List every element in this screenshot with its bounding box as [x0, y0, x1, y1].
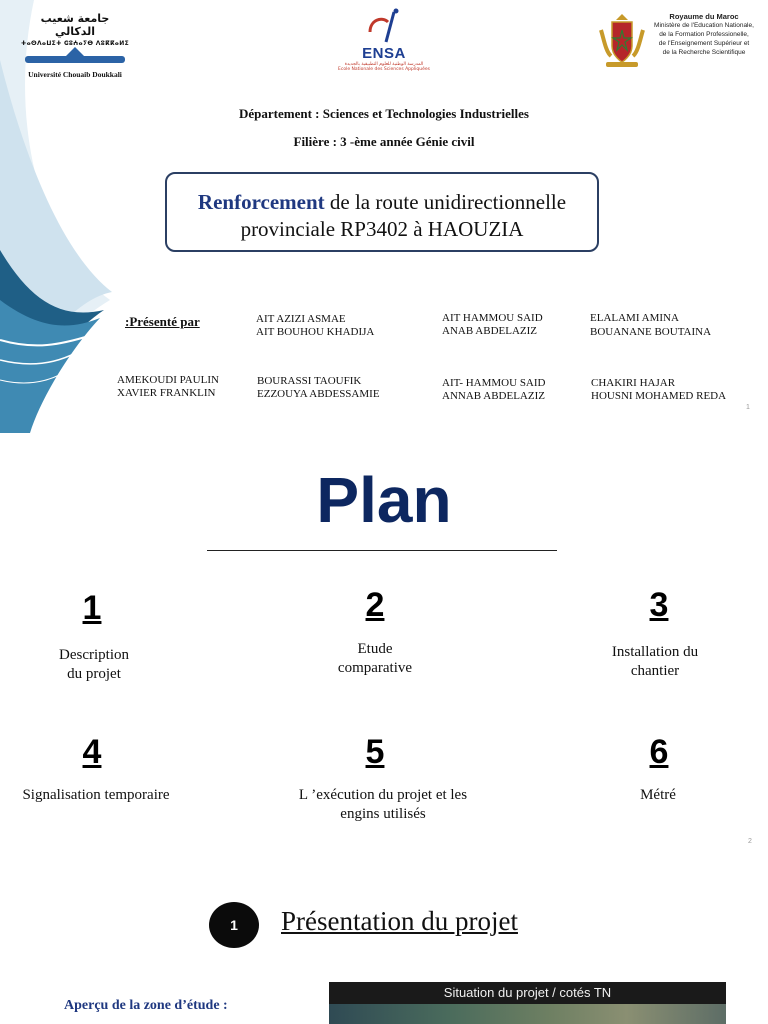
university-french-name: Université Chouaib Doukkali	[28, 70, 122, 79]
university-emblem-icon	[23, 47, 127, 65]
section-title: Présentation du projet	[281, 906, 518, 936]
plan-item-label-line-2: engins utilisés	[340, 806, 426, 822]
plan-item-label-line-2: comparative	[337, 660, 413, 676]
slide-presentation	[0, 852, 768, 1024]
plan-item-label-line-1: Métré	[640, 787, 676, 803]
morocco-coat-of-arms-icon	[598, 12, 646, 70]
plan-item-label	[270, 786, 496, 824]
student-name: CHAKIRI HAJAR	[591, 377, 676, 389]
page-number: 1	[746, 404, 750, 411]
ensa-subtitle-fr: Ecole Nationale des Sciences Appliquées	[338, 67, 430, 72]
student-name: ELALAMI AMINA	[590, 312, 679, 324]
plan-item-label	[280, 640, 470, 678]
ministry-text	[650, 12, 758, 57]
ministry-line-1: Royaume du Maroc	[669, 12, 739, 21]
plan-item-number: 1	[82, 589, 102, 627]
student-name: XAVIER FRANKLIN	[117, 387, 216, 399]
plan-item-number: 4	[82, 733, 102, 771]
page-number: 2	[748, 838, 752, 845]
project-map-image	[329, 982, 726, 1024]
plan-item-number: 5	[365, 733, 385, 771]
student-name: AIT HAMMOU SAID	[442, 312, 543, 324]
plan-divider	[207, 550, 557, 551]
plan-title: Plan	[316, 464, 452, 536]
university-logo	[20, 12, 130, 79]
student-name: AMEKOUDI PAULIN	[117, 374, 219, 386]
filiere-label: Filière : 3 -ème année Génie civil	[293, 134, 475, 149]
slide-title	[0, 0, 768, 433]
ensa-emblem-icon	[364, 8, 404, 44]
ministry-line-5: de la Recherche Scientifique	[662, 49, 746, 56]
project-title-line-1	[167, 189, 597, 216]
section-number-badge: 1	[209, 902, 259, 948]
plan-item-label-line-1: Description	[59, 647, 129, 663]
student-name: BOURASSI TAOUFIK	[257, 375, 362, 387]
student-name: AIT BOUHOU KHADIJA	[256, 326, 375, 338]
university-arabic-name: جامعة شعيب الدكالي	[40, 12, 110, 38]
ensa-subtitle-ar: المدرسة الوطنية للعلوم التطبيقية بالجديدة	[344, 62, 424, 67]
student-name: BOUANANE BOUTAINA	[590, 326, 712, 338]
slide-plan	[0, 436, 768, 848]
study-zone-label: Aperçu de la zone d’étude :	[64, 998, 228, 1013]
plan-item-label-line-2: du projet	[67, 666, 121, 682]
plan-item-label	[560, 643, 750, 681]
plan-item-number: 3	[649, 586, 669, 624]
plan-item-label-line-1: Etude	[357, 641, 393, 657]
project-title-strong: Renforcement	[197, 190, 325, 214]
plan-item-label	[0, 646, 188, 684]
satellite-map	[329, 1004, 726, 1024]
ministry-line-2: Ministère de l'Education Nationale,	[654, 22, 754, 29]
ministry-line-4: de l'Enseignement Supérieur et	[658, 40, 750, 47]
student-name: HOUSNI MOHAMED REDA	[591, 390, 727, 402]
ministry-line-3: de la Formation Professionelle,	[659, 31, 749, 38]
student-name: ANNAB ABDELAZIZ	[442, 390, 545, 402]
plan-item-label-line-1: Signalisation temporaire	[22, 787, 170, 803]
presented-by-label: :Présenté par	[125, 314, 200, 329]
plan-item-label-line-1: L ’exécution du projet et les	[298, 787, 468, 803]
plan-item-number: 6	[649, 733, 669, 771]
ensa-name: ENSA	[362, 45, 406, 62]
plan-item-label	[568, 786, 748, 805]
plan-item-number: 2	[365, 586, 385, 624]
student-name: ANAB ABDELAZIZ	[442, 325, 538, 337]
project-title-line-2: provinciale RP3402 à HAOUZIA	[240, 217, 524, 241]
plan-item-label-line-1: Installation du	[611, 644, 699, 660]
student-name: AIT AZIZI ASMAE	[256, 313, 346, 325]
map-caption: Situation du projet / cotés TN	[329, 982, 726, 1004]
project-title-rest: de la route unidirectionnelle	[324, 190, 567, 214]
department-label: Département : Sciences et Technologies Industrielles	[239, 106, 529, 121]
plan-item-label	[0, 786, 192, 805]
plan-item-label-line-2: chantier	[630, 663, 680, 679]
ensa-logo	[338, 8, 430, 72]
university-tifinagh-name: ⵜⴰⵙⴷⴰⵡⵉⵜ ⵛⵓⵄⴰⵢⴱ ⴷⵓⴽⴽⴰⵍⵉ	[21, 40, 129, 47]
student-name: EZZOUYA ABDESSAMIE	[257, 388, 380, 400]
project-title-box	[165, 172, 599, 252]
student-name: AIT- HAMMOU SAID	[442, 377, 546, 389]
